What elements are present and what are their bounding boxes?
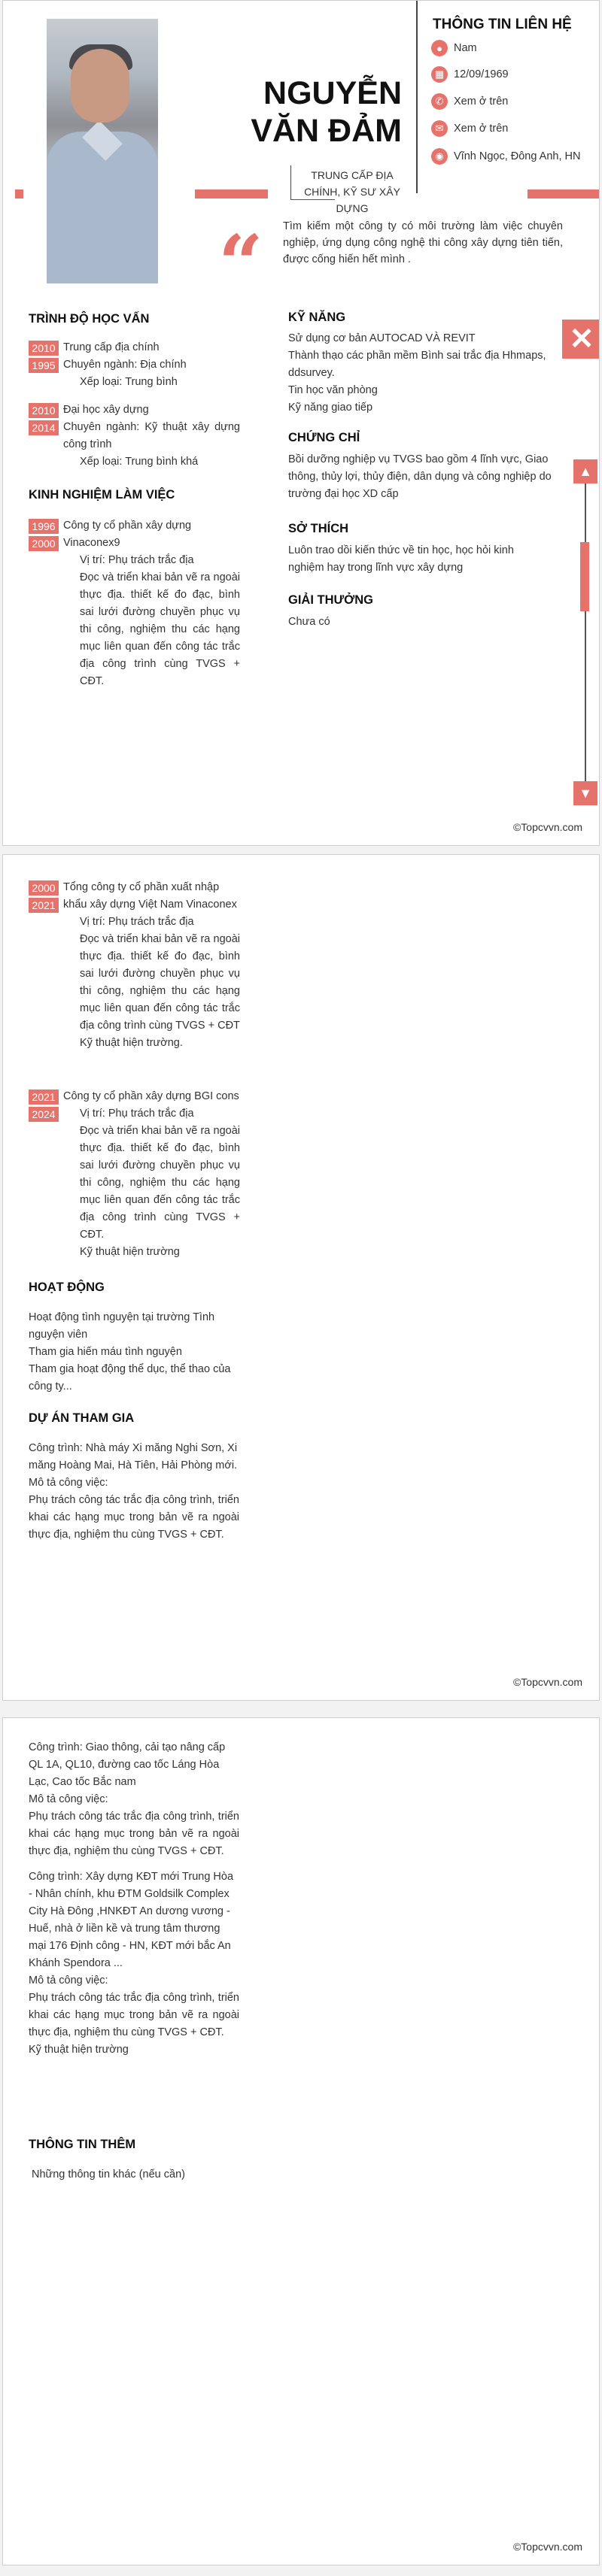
phone-icon: ✆ [431,93,448,110]
header-divider [416,1,418,193]
skill-item: Kỹ năng giao tiếp [288,402,373,414]
scrollbar-track[interactable] [585,474,586,789]
activity-item: Hoạt động tình nguyện tại trường Tình nguyện viên [29,1311,215,1341]
activity-item: Tham gia hiến máu tình nguyện [29,1346,182,1358]
footer-copyright: ©Topcvvn.com [512,1676,582,1688]
close-icon: ✕ [569,323,594,356]
profile-photo [47,19,158,283]
career-objective: Tìm kiếm một công ty có môi trường làm việc chuyên nghiệp, ứng dụng công nghệ thi công xây dựng tiên tiến, được cống hiến hết mình . [283,220,563,265]
education-item: Trung cấp địa chính Chuyên ngành: Địa chính Xếp loại: Trung bình [63,341,187,388]
skill-item: Sử dụng cơ bản AUTOCAD VÀ REVIT [288,332,476,344]
activities-list [29,1309,239,1396]
experience-title: KINH NGHIỆM LÀM VIỆC [29,488,175,502]
arrow-up-icon: ▲ [579,463,592,479]
project-item: Công trình: Xây dựng KĐT mới Trung Hòa - Nhân chính, khu ĐTM Goldsilk Complex City Hà Đông ,HNKĐT An dương vương - Huế, nhà ở liền kề và trung tâm thương mại 176 Định công - HN, KĐT mới bắc An Khánh Spendora ... Mô tả công việc: Phụ trách công tác trắc địa công trình, triển khai các hạng mục trong bản vẽ ra ngoài thực địa, nghiệm thu cùng TVGS + CĐT. Kỹ thuật hiện trường [29,1871,239,2056]
experience-years-1: 1996 2000 [29,519,59,553]
skill-item: Tin học văn phòng [288,384,378,396]
experience-years-2: 2000 2021 [29,880,59,915]
activity-item: Tham gia hoạt động thể dục, thể thao của công ty... [29,1363,231,1393]
skills-list [288,330,552,417]
scroll-up-button[interactable] [573,459,597,483]
footer-copyright: ©Topcvvn.com [512,821,582,833]
mail-icon: ✉ [431,120,448,137]
awards-text: Chưa có [288,616,330,628]
contact-dob: ▦ 12/09/1969 [431,65,509,83]
more-info-text: Những thông tin khác (nếu cần) [32,2168,185,2181]
skill-item: Thành thạo các phần mềm Bình sai trắc địa Hhmaps, ddsurvey. [288,350,546,379]
accent-bar-left [15,189,23,199]
arrow-down-icon: ▼ [579,785,592,801]
contact-address: ◉ Vĩnh Ngọc, Đông Anh, HN [431,147,580,165]
education-title: TRÌNH ĐỘ HỌC VẤN [29,312,150,326]
location-pin-icon: ◉ [431,148,448,165]
experience-item: Tổng công ty cổ phần xuất nhập khẩu xây dựng Việt Nam Vinaconex Vị trí: Phụ trách trắc địa Đọc và triển khai bản vẽ ra ngoài thực địa. thiết kế đo đạc, bình sai lưới đường chuyền phục vụ thi công, nghiệm thu các hạng mục liên quan đến công tác trắc địa công trình cùng TVGS + CĐT Kỹ thuật hiện trường. [63,881,240,1049]
experience-years-3: 2021 2024 [29,1089,59,1124]
calendar-icon: ▦ [431,66,448,83]
education-years-1: 2010 1995 [29,341,59,375]
footer-copyright: ©Topcvvn.com [512,2541,582,2553]
awards-title: GIẢI THƯỞNG [288,593,374,607]
certificates-text: Bồi dưỡng nghiệp vụ TVGS bao gồm 4 lĩnh vực, Giao thông, thủy lợi, thủy điện, dân dụng và công nghiệp do trường đại học XD cấp [288,453,552,500]
contact-email: ✉ Xem ở trên [431,120,508,138]
interests-text: Luôn trao dồi kiến thức về tin học, học hỏi kinh nghiệm hay trong lĩnh vực xây dựng [288,544,514,574]
experience-item: Công ty cổ phần xây dựng BGI cons Vị trí: Phụ trách trắc địa Đọc và triển khai bản vẽ ra ngoài thực địa. thiết kế đo đạc, bình sai lưới đường chuyền phục vụ thi công, nghiệm thu các hạng mục liên quan đến công tác trắc địa công trình cùng TVGS + CĐT. Kỹ thuật hiện trường [63,1090,240,1258]
scroll-down-button[interactable] [573,781,597,805]
contact-gender: ● Nam [431,39,477,57]
projects-title: DỰ ÁN THAM GIA [29,1411,135,1425]
certificates-title: CHỨNG CHỈ [288,431,360,444]
accent-bar-right [528,189,599,199]
project-item: Công trình: Nhà máy Xi măng Nghi Sơn, Xi măng Hoàng Mai, Hà Tiên, Hải Phòng mới. Mô tả công việc: Phụ trách công tác trắc địa công trình, triển khai các hạng mục trong bản vẽ ra ngoài thực địa, nghiệm thu cùng TVGS + CĐT. [29,1442,239,1541]
scrollbar-thumb[interactable] [580,542,589,611]
accent-bar-mid [195,189,268,199]
activities-title: HOẠT ĐỘNG [29,1280,105,1294]
more-info-title: THÔNG TIN THÊM [29,2138,136,2151]
education-years-2: 2010 2014 [29,403,59,438]
cv-page-1 [2,0,600,846]
job-title: TRUNG CẤP ĐỊA CHÍNH, KỸ SƯ XÂY DỰNG [304,169,400,214]
skills-title: KỸ NĂNG [288,311,346,324]
user-icon: ● [431,40,448,56]
close-button[interactable] [562,320,600,359]
contact-title: THÔNG TIN LIÊN HỆ [433,17,572,32]
quote-icon: “ [218,217,263,310]
education-item: Đại học xây dựng Chuyên ngành: Kỹ thuật xây dựng công trình Xếp loại: Trung bình khá [63,404,240,468]
contact-phone: ✆ Xem ở trên [431,92,508,111]
full-name: NGUYỄN VĂN ĐẢM [251,75,402,149]
cv-page-3 [2,1717,600,2565]
experience-item: Công ty cổ phần xây dựng Vinaconex9 Vị trí: Phụ trách trắc địa Đọc và triển khai bản vẽ ra ngoài thực địa. thiết kế đo đạc, bình sai lưới đường chuyền phục vụ thi công, nghiệm thu các hạng mục liên quan đến công tác trắc địa công trình cùng TVGS + CĐT. [63,520,240,687]
project-item: Công trình: Giao thông, cải tạo nâng cấp QL 1A, QL10, đường cao tốc Láng Hòa Lạc, Cao tốc Bắc nam Mô tả công việc: Phụ trách công tác trắc địa công trình, triển khai các hạng mục trong bản vẽ ra ngoài thực địa, nghiệm thu cùng TVGS + CĐT. [29,1741,239,1857]
cv-page-2 [2,854,600,1701]
interests-title: SỞ THÍCH [288,522,349,535]
